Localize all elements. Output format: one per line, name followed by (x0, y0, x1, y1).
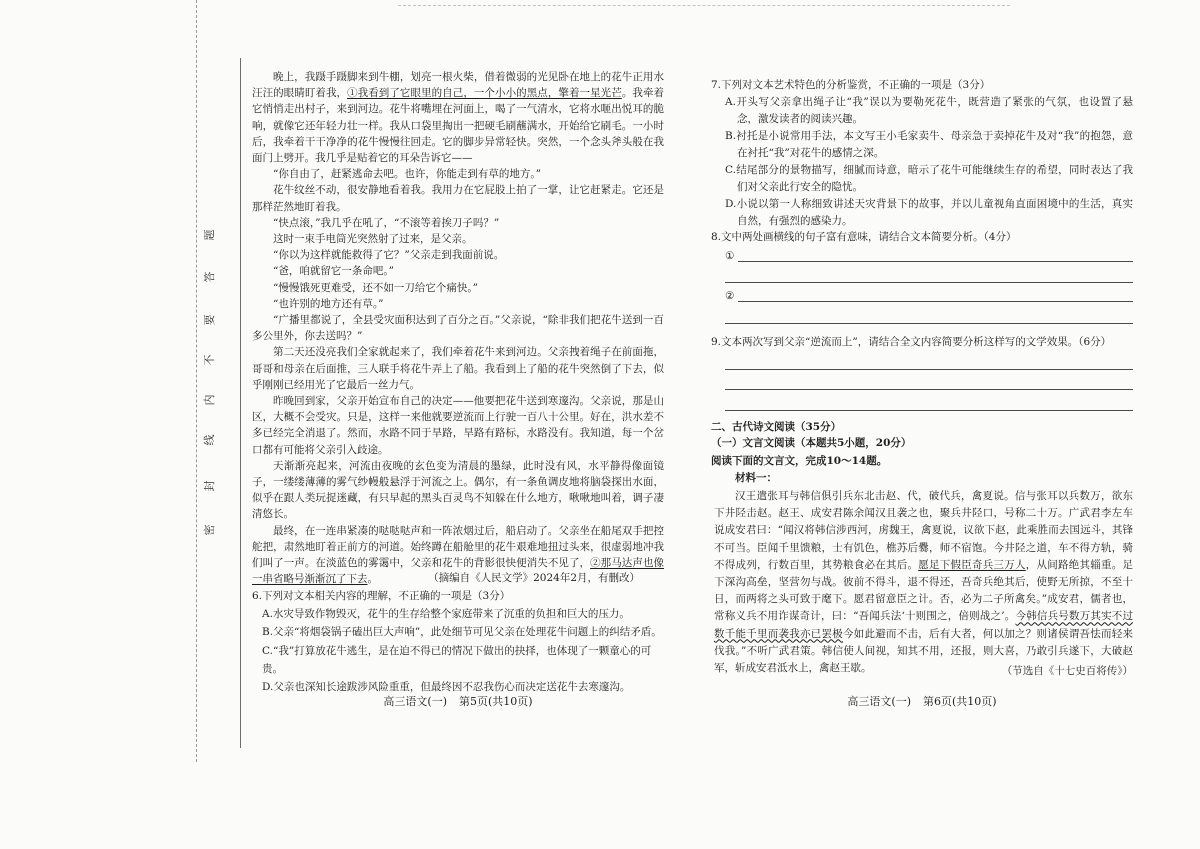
answer-line (725, 410, 1133, 411)
section-title: 二、古代诗文阅读（35分） (711, 421, 842, 433)
binding-char: 答 (203, 271, 216, 283)
answer-blank-1 (725, 250, 1133, 263)
question-8-stem: 8.文中两处画横线的句子富有意味，请结合文本简要分析。（4分） (711, 231, 1017, 243)
page-number: 第5页(共10页) (459, 695, 533, 708)
option-d: D.小说以第一人称细致讲述天灾背景下的故事，并以儿童视角直面困境中的生活，真实自然，有强烈的感染力。 (725, 198, 1133, 227)
option-a: A.水灾导致作物毁灭，花牛的生存给整个家庭带来了沉重的负担和巨大的压力。 (262, 608, 630, 621)
answer-blank-2 (725, 290, 1133, 303)
page-footer-right (711, 694, 1133, 710)
option-c: C.“我”打算放花牛逃生，是在迫不得已的情况下做出的抉择，也体现了一颗童心的可贵。 (262, 644, 652, 675)
underlined-sentence-2: ②那马达声也像一串省略号渐渐沉了下去 (252, 557, 665, 586)
story-paragraph-12: 昨晚回到家，父亲开始宣布自己的决定——他要把花牛送到寒邃沟。父亲说，那是山区，大概不会受灾。只是，这样一来他就要逆流而上行驶一百八十公里。好在，洪水差不多已经完全消退了。然而，水路不同于旱路，旱路有路标，水路没有。我知道，每一个岔口都有可能将父亲引入歧途。 (252, 395, 664, 456)
story-paragraph-13: 天渐渐亮起来，河流由夜晚的玄色变为清晨的墨绿，此时没有风，水平静得像面镜子，一缕缕薄薄的雾气纱幔般悬浮于河流之上。偶尔，有一条鱼调皮地将脑袋探出水面，似乎在跟人类玩捉迷藏，有只早起的黑头百灵鸟不知躲在什么地方，啾啾地叫着，调子凄清悠长。 (252, 459, 664, 521)
binding-edge-line (240, 58, 241, 748)
option-a: A.开头写父亲拿出绳子让“我”误以为要勒死花牛，既营造了紧张的气氛，也设置了悬念，激发读者的阅读兴趣。 (725, 96, 1133, 125)
answer-line (725, 323, 1133, 324)
question-7 (711, 77, 1133, 230)
text-segment: 晚上，我蹑手蹑脚来到牛棚，划亮一根火柴，借着微弱的光见卧在地上的花牛正用水汪汪的眼睛盯着我， (252, 71, 664, 100)
reading-instruction: 阅读下面的文言文，完成10～14题。 (711, 455, 888, 467)
story-paragraph-1 (252, 69, 664, 166)
question-stem: 6.下列对文本相关内容的理解，不正确的一项是（3分） (252, 590, 511, 602)
option-c: C.结尾部分的景物描写，细腻而诗意，暗示了花牛可能继续生存的希望，同时表达了我们对父亲此行安全的隐忧。 (725, 164, 1133, 193)
binding-char: 密 (203, 524, 216, 536)
story-paragraph-9: “也许别的地方还有草。” (273, 297, 384, 310)
blank-label: ① (725, 250, 735, 262)
binding-char: 要 (203, 314, 216, 326)
binding-char: 不 (203, 354, 216, 366)
question-stem: 7.下列对文本艺术特色的分析鉴赏，不正确的一项是（3分） (711, 79, 991, 91)
option-d: D.父亲也深知长途跋涉风险重重，但最终因不忍我伤心而决定送花牛去寒邃沟。 (262, 681, 631, 694)
option-b: B.父亲“将烟袋锅子磕出巨大声响”，此处细节可见父亲在处理花牛问题上的纠结矛盾。 (262, 626, 662, 639)
question-6 (252, 587, 664, 696)
underlined-sentence: 愿足下假臣奇兵三万人 (918, 558, 1026, 571)
story-paragraph-3: 花牛纹丝不动，很安静地看着我。我用力在它屁股上拍了一掌，让它赶紧走。它还是那样茫然地盯着我。 (252, 184, 664, 213)
story-paragraph-7: “爸，咱就留它一条命吧。” (273, 265, 394, 278)
answer-line (725, 369, 1133, 370)
answer-line (725, 389, 1133, 390)
answer-line (738, 301, 1133, 302)
page-6 (711, 77, 1133, 689)
text-segment: 汉王遣张耳与韩信俱引兵东北击赵、代，破代兵，禽夏说。信与张耳以兵数万，欲东下井陉击赵。赵王、成安君陈余闻汉且袭之也，聚兵井陉口，号称二十万。广武君李左车说成安君曰：“闻汉将韩信涉西河，虏魏王，禽夏说，议欲下赵，此乘胜而去国远斗，其锋不可当。臣闻千里馈粮，士有饥色，樵苏后爨，师不宿饱。今井陉之道，车不得方轨，骑不得成列，行数百里，其势粮食必在其后。 (714, 490, 1133, 571)
story-passage (252, 69, 664, 588)
binding-char: 题 (203, 229, 216, 241)
text-segment: 今如此避而不击，后有大者，何以加之？则诸侯谓吾怯而轻来伐我。”不听广武君策。韩信使人间视，知其不用，还报，则大喜，乃敢引兵遂下，大破赵军，斩成安君泜水上，禽赵王歇。 (714, 627, 1133, 675)
binding-char: 内 (203, 394, 216, 406)
option-b: B.衬托是小说常用手法，本文写王小毛家卖牛、母亲急于卖掉花牛及对“我”的抱怨，意在衬托“我”对花牛的感情之深。 (725, 130, 1133, 159)
story-source-citation: （摘编自《人民文学》2024年2月，有删改） (428, 572, 640, 584)
exam-name: 高三语文(一) (383, 695, 447, 708)
top-dashed-line (398, 5, 1010, 6)
story-paragraph-11: 第二天还没亮我们全家就起来了，我们牵着花牛来到河边。父亲拽着绳子在前面拖，哥哥和母亲在后面推，三人联手将花牛弄上了船。我看到上了船的花牛突然倒了下去，似乎刚刚已经用光了它最后一丝力气。 (252, 346, 664, 391)
section-subtitle: （一）文言文阅读（本题共5小题，20分） (711, 437, 912, 449)
material-label: 材料一： (735, 472, 777, 484)
blank-label: ② (725, 290, 735, 302)
answer-line (738, 261, 1133, 262)
story-paragraph-8: “慢慢饿死更难受，还不如一刀给它个痛快。” (273, 281, 478, 294)
binding-dashed-line (196, 0, 197, 762)
story-paragraph-5: 这时一束手电筒光突然射了过来，是父亲。 (273, 233, 473, 246)
classical-source-citation: （节选自《十七史百将传》） (1001, 665, 1133, 677)
story-paragraph-2: “你自由了，赶紧逃命去吧。也许，你能走到有草的地方。” (273, 168, 541, 181)
story-paragraph-10: “广播里都说了，全县受灾面积达到了百分之百。”父亲说，“除非我们把花牛送到一百多公里外，你去送吗？” (252, 314, 664, 343)
classical-chinese-passage (714, 488, 1133, 677)
answer-line (725, 282, 1133, 283)
text-segment: 。 (367, 573, 378, 586)
page-footer-left (252, 694, 664, 710)
underlined-sentence-1: ①我看到了它眼里的自己，一个小小的黑点，擎着一星光芒 (347, 87, 622, 100)
wavy-underlined-sentence: 今韩信兵号数万其实不过数千能千里而袭我亦已罢极 (714, 610, 1134, 640)
text-segment: 。我牵着它悄悄走出村子，来到河边。花牛将嘴埋在河面上，喝了一气清水，它将水咂出悦耳的脆响，就像它还年轻力壮一样。我从口袋里掏出一把硬毛刷蘸满水，开始给它刷毛。一小时后，我牵着干干净净的花牛慢慢往回走。它的脚步异常轻快。突然，一个念头斧头般在我面门上劈开。我几乎是贴着它的耳朵告诉它—— (252, 87, 665, 165)
question-9-stem: 9.文本两次写到父亲“逆流而上”，请结合全文内容简要分析这样写的文学效果。（6分） (711, 336, 1112, 348)
binding-char: 线 (203, 434, 216, 446)
exam-name: 高三语文(一) (847, 695, 911, 708)
story-paragraph-4: “快点滚，”我几乎在吼了，“不滚等着挨刀子吗？” (273, 216, 500, 229)
page-number: 第6页(共10页) (923, 695, 997, 708)
story-paragraph-6: “你以为这样就能救得了它？”父亲走到我面前说。 (273, 249, 505, 262)
text-segment: 最终，在一连串紧凑的哒哒哒声和一阵浓烟过后，船启动了。父亲坐在船尾双手把控舵把，肃然地盯着正前方的河道。始终蹲在船舱里的花牛艰难地扭过头来，很虚弱地冲我们叫了一声。在淡蓝色的雾霭中，父亲和花牛的背影很快便消失不见了， (252, 524, 664, 570)
binding-char: 封 (203, 480, 216, 492)
text-segment: ，从间路绝其辎重。足下深沟高垒，坚营勿与战。彼前不得斗，退不得还，吾奇兵绝其后，使野无所掠，不至十日，而两将之头可致于麾下。愿君留意臣之计。否，必为二子所禽矣。”成安君，儒者也，常称义兵不用诈谋奇计，曰：“吾闻兵法‘十则围之，倍则战之’。 (714, 558, 1133, 623)
